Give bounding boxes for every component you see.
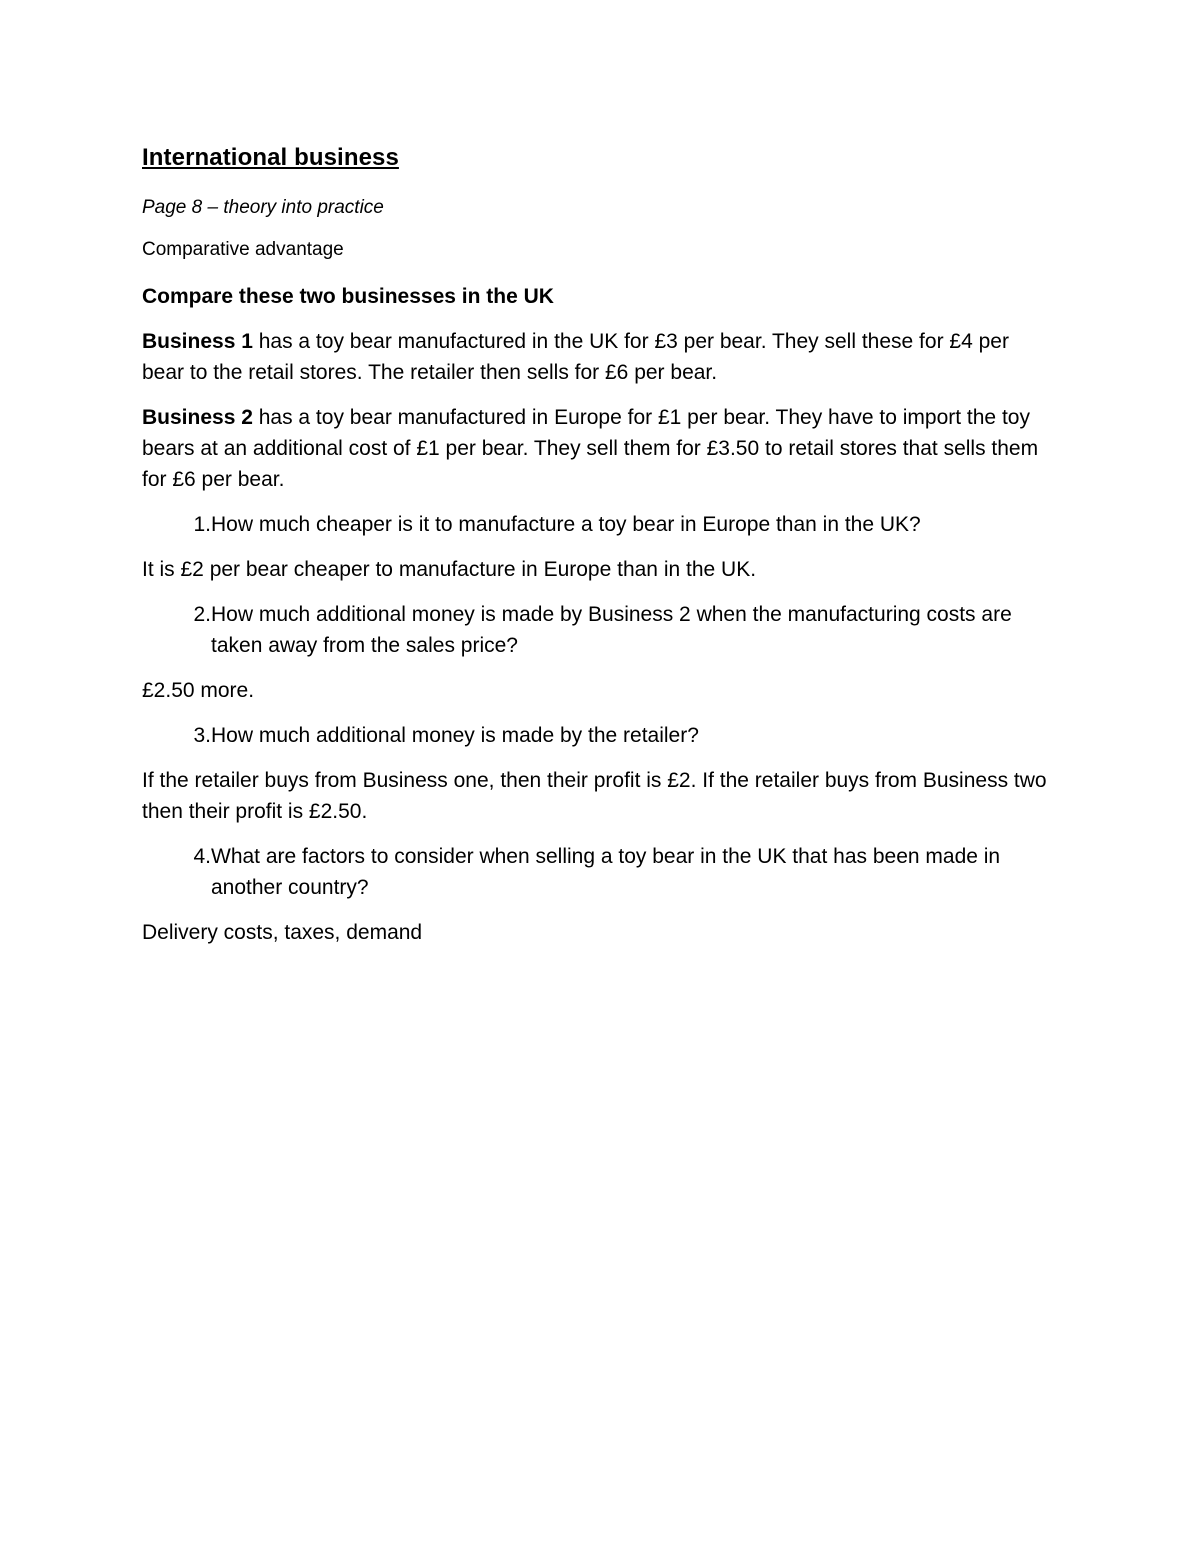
document-page bbox=[142, 140, 1052, 948]
business-2-label: Business 2 bbox=[142, 406, 253, 429]
question-number: 2. bbox=[193, 603, 211, 626]
question-2 bbox=[142, 599, 1052, 661]
document-subtitle: Page 8 – theory into practice bbox=[142, 197, 384, 218]
question-number: 4. bbox=[193, 845, 211, 868]
answer-2: £2.50 more. bbox=[142, 679, 255, 702]
question-text: How much additional money is made by Business 2 when the manufacturing costs are taken away from the sales price? bbox=[211, 603, 1012, 657]
question-text: How much additional money is made by the retailer? bbox=[211, 724, 699, 747]
business-1-paragraph bbox=[142, 326, 1052, 388]
document-title: International business bbox=[142, 144, 399, 171]
section-label: Comparative advantage bbox=[142, 239, 344, 260]
answer-4: Delivery costs, taxes, demand bbox=[142, 921, 423, 944]
comparison-heading: Compare these two businesses in the UK bbox=[142, 285, 554, 308]
question-1 bbox=[142, 509, 1052, 540]
question-3 bbox=[142, 720, 1052, 751]
question-4 bbox=[142, 841, 1052, 903]
question-number: 3. bbox=[193, 724, 211, 747]
answer-1: It is £2 per bear cheaper to manufacture in Europe than in the UK. bbox=[142, 558, 757, 581]
question-number: 1. bbox=[193, 513, 211, 536]
business-2-text: has a toy bear manufactured in Europe for £1 per bear. They have to import the toy bears at an additional cost of £1 per bear. They sell them for £3.50 to retail stores that sells them for £6 per bear. bbox=[142, 406, 1039, 491]
business-1-label: Business 1 bbox=[142, 330, 253, 353]
question-text: How much cheaper is it to manufacture a toy bear in Europe than in the UK? bbox=[211, 513, 921, 536]
business-1-text: has a toy bear manufactured in the UK for £3 per bear. They sell these for £4 per bear to the retail stores. The retailer then sells for £6 per bear. bbox=[142, 330, 1009, 384]
answer-3: If the retailer buys from Business one, then their profit is £2. If the retailer buys from Business two then their profit is £2.50. bbox=[142, 769, 1047, 823]
business-2-paragraph bbox=[142, 402, 1052, 495]
question-text: What are factors to consider when selling a toy bear in the UK that has been made in another country? bbox=[211, 845, 1001, 899]
